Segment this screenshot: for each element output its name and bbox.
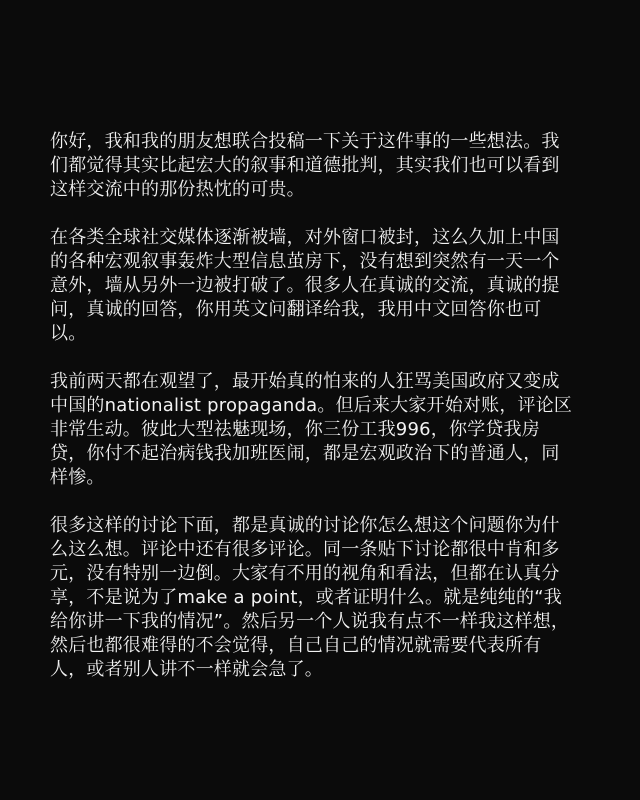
paragraph-4: 很多这样的讨论下面，都是真诚的讨论你怎么想这个问题你为什么这么想。评论中还有很多评论。同一条贴下讨论都很中肯和多元，没有特别一边倒。大家有不用的视角和看法，但都在认真分享，不是说为了make a point，或者证明什么。就是纯纯的“我给你讲一下我的情况”。然后另一个人说我有点不一样我这样想，然后也都很难得的不会觉得，自己自己的情况就需要代表所有人，或者别人讲不一样就会急了。 (50, 515, 570, 680)
paragraph-2: 在各类全球社交媒体逐渐被墙，对外窗口被封，这么久加上中国的各种宏观叙事轰炸大型信息茧房下，没有想到突然有一天一个意外，墙从另外一边被打破了。很多人在真诚的交流，真诚的提问，真诚的回答，你用英文问翻译给我，我用中文回答你也可以。 (50, 227, 560, 344)
paragraph-1: 你好，我和我的朋友想联合投稿一下关于这件事的一些想法。我们都觉得其实比起宏大的叙事和道德批判，其实我们也可以看到这样交流中的那份热忱的可贵。 (50, 131, 560, 200)
post-text (50, 130, 575, 682)
paragraph-3: 我前两天都在观望了，最开始真的怕来的人狂骂美国政府又变成中国的nationalist propaganda。但后来大家开始对账，评论区非常生动。彼此大型祛魅现场，你三份工我996，你学贷我房贷，你付不起治病钱我加班医闹，都是宏观政治下的普通人，同样惨。 (50, 371, 573, 488)
